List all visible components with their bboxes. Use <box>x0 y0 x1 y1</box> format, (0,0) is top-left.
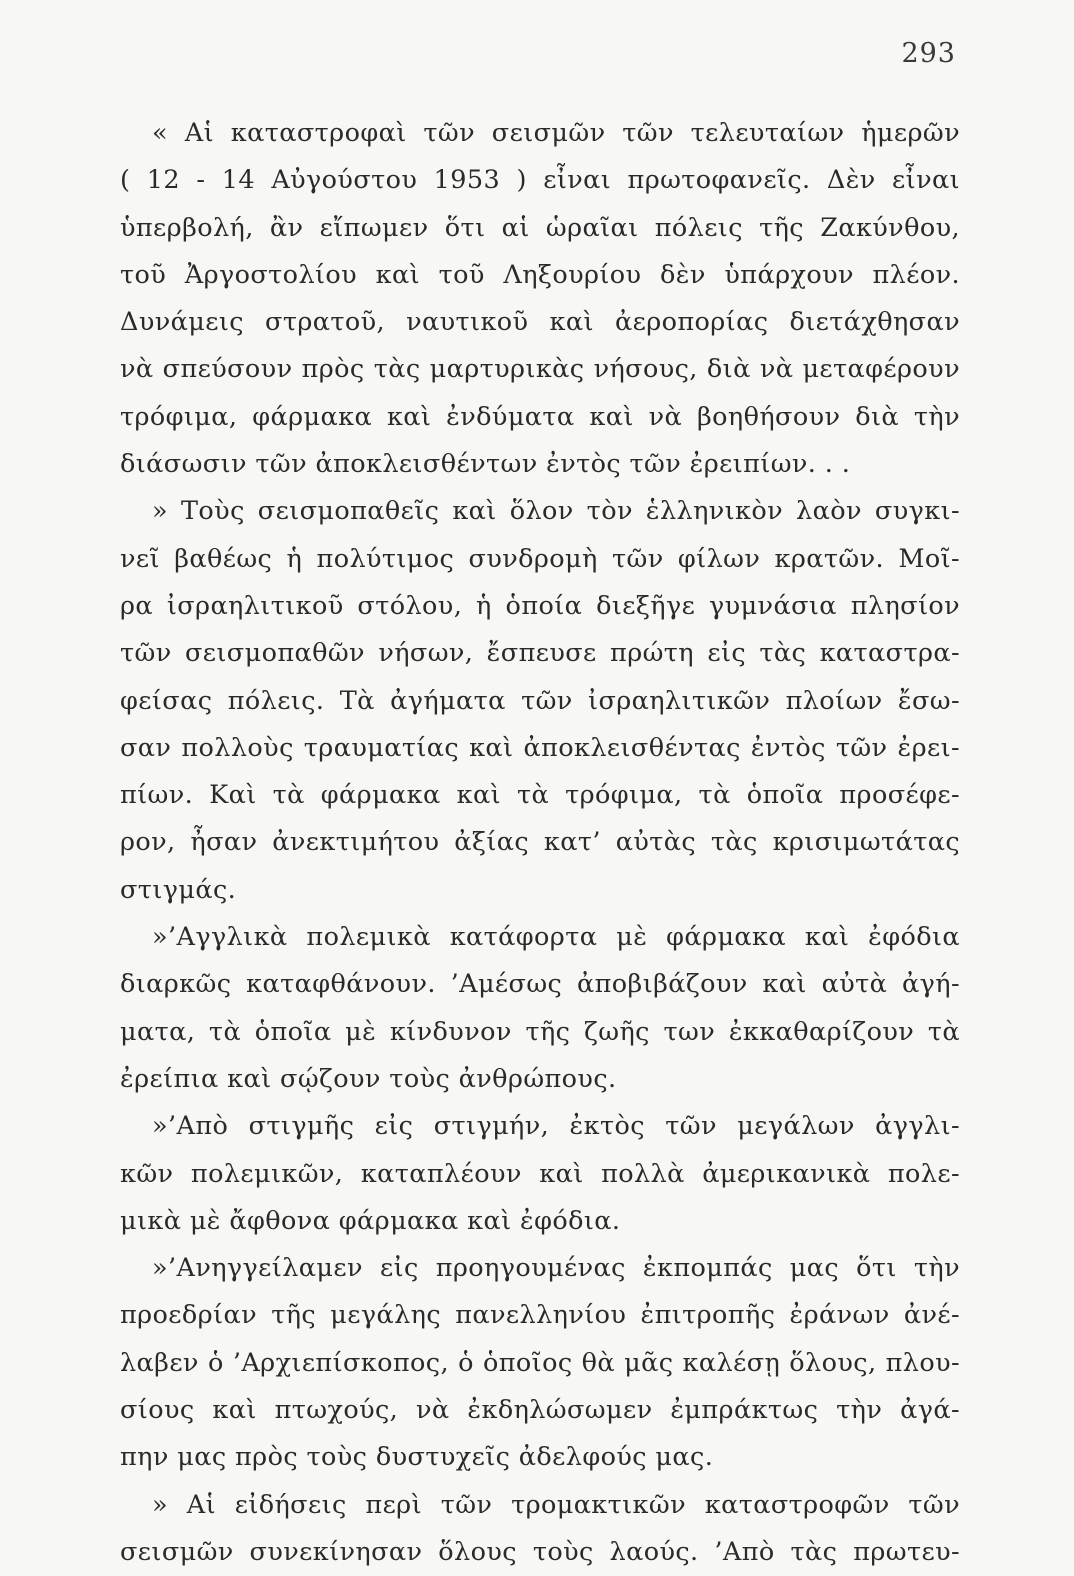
text-line: ματα, τὰ ὁποῖα μὲ κίνδυνον τῆς ζωῆς των ἐκκαθαρίζουν τὰ <box>120 1016 960 1047</box>
text-line: νεῖ βαθέως ἡ πολύτιμος συνδρομὴ τῶν φίλων κρατῶν. Μοῖ- <box>120 543 960 574</box>
text-line: προεδρίαν τῆς μεγάλης πανελληνίου ἐπιτροπῆς ἐράνων ἀνέ- <box>120 1300 960 1331</box>
text-line: διαρκῶς καταφθάνουν. ’Αμέσως ἀποβιβάζουν καὶ αὐτὰ ἀγή- <box>120 969 960 1000</box>
body-text <box>120 110 960 1576</box>
text-line: ὑπερβολή, ἂν εἴπωμεν ὅτι αἱ ὡραῖαι πόλεις τῆς Ζακύνθου, <box>120 212 960 243</box>
text-line: Δυνάμεις στρατοῦ, ναυτικοῦ καὶ ἀεροπορίας διετάχθησαν <box>120 307 960 338</box>
text-line: σίους καὶ πτωχούς, νὰ ἐκδηλώσωμεν ἐμπράκτως τὴν ἀγά- <box>120 1395 960 1426</box>
text-line: νὰ σπεύσουν πρὸς τὰς μαρτυρικὰς νήσους, διὰ νὰ μεταφέρουν <box>120 354 960 385</box>
text-line: ρα ἰσραηλιτικοῦ στόλου, ἡ ὁποία διεξῆγε γυμνάσια πλησίον <box>120 590 960 621</box>
text-line: φείσας πόλεις. Τὰ ἀγήματα τῶν ἰσραηλιτικῶν πλοίων ἔσω- <box>120 685 960 716</box>
text-line: πίων. Καὶ τὰ φάρμακα καὶ τὰ τρόφιμα, τὰ ὁποῖα προσέφε- <box>120 780 960 811</box>
text-line: » Τοὺς σεισμοπαθεῖς καὶ ὅλον τὸν ἑλληνικὸν λαὸν συγκι- <box>152 496 960 527</box>
text-line: λαβεν ὁ ’Αρχιεπίσκοπος, ὁ ὁποῖος θὰ μᾶς καλέσῃ ὅλους, πλου- <box>120 1347 960 1378</box>
text-line: τρόφιμα, φάρμακα καὶ ἐνδύματα καὶ νὰ βοηθήσουν διὰ τὴν <box>120 401 960 432</box>
text-line: σεισμῶν συνεκίνησαν ὅλους τοὺς λαούς. ’Απὸ τὰς πρωτευ- <box>120 1536 960 1567</box>
text-line: »’Ανηγγείλαμεν εἰς προηγουμένας ἐκπομπάς μας ὅτι τὴν <box>152 1253 960 1284</box>
text-line: ρον, ἦσαν ἀνεκτιμήτου ἀξίας κατ’ αὐτὰς τὰς κρισιμωτάτας <box>120 827 960 858</box>
text-line: σαν πολλοὺς τραυματίας καὶ ἀποκλεισθέντας ἐντὸς τῶν ἐρει- <box>120 732 960 763</box>
text-line: διάσωσιν τῶν ἀποκλεισθέντων ἐντὸς τῶν ἐρειπίων. . . <box>120 449 851 480</box>
text-line: »’Αγγλικὰ πολεμικὰ κατάφορτα μὲ φάρμακα καὶ ἐφόδια <box>152 922 960 953</box>
text-line: ( 12 - 14 Αὐγούστου 1953 ) εἶναι πρωτοφανεῖς. Δὲν εἶναι <box>120 165 960 196</box>
text-line: στιγμάς. <box>120 874 237 905</box>
text-line: τοῦ Ἀργοστολίου καὶ τοῦ Ληξουρίου δὲν ὑπάρχουν πλέον. <box>120 259 960 290</box>
text-line: μικὰ μὲ ἄφθονα φάρμακα καὶ ἐφόδια. <box>120 1205 621 1236</box>
text-line: πην μας πρὸς τοὺς δυστυχεῖς ἀδελφούς μας. <box>120 1442 714 1473</box>
text-line: κῶν πολεμικῶν, καταπλέουν καὶ πολλὰ ἀμερικανικὰ πολε- <box>120 1158 960 1189</box>
text-line: τῶν σεισμοπαθῶν νήσων, ἔσπευσε πρώτη εἰς τὰς καταστρα- <box>120 638 960 669</box>
page-number: 293 <box>901 38 956 69</box>
text-line: » Αἱ εἰδήσεις περὶ τῶν τρομακτικῶν καταστροφῶν τῶν <box>152 1489 960 1520</box>
text-line: « Αἱ καταστροφαὶ τῶν σεισμῶν τῶν τελευταίων ἡμερῶν <box>152 118 960 148</box>
text-line: »’Απὸ στιγμῆς εἰς στιγμήν, ἐκτὸς τῶν μεγάλων ἀγγλι- <box>152 1111 960 1142</box>
text-line: ἐρείπια καὶ σῴζουν τοὺς ἀνθρώπους. <box>120 1063 617 1094</box>
